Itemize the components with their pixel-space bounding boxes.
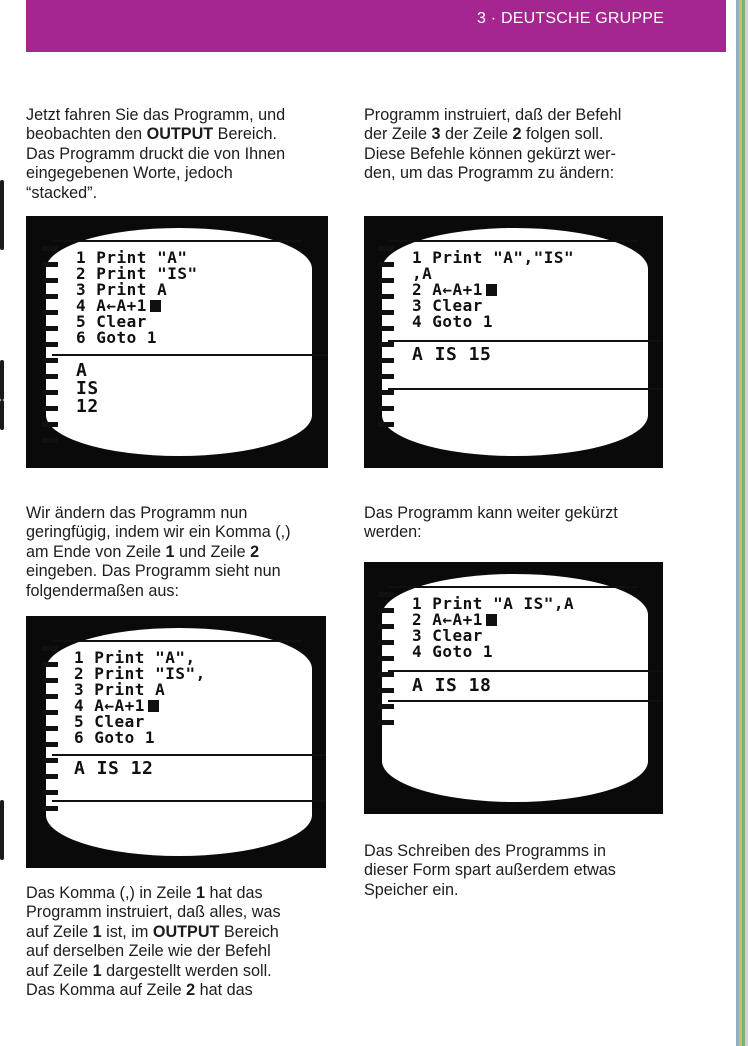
program-listing: 1 Print "A", 2 Print "IS", 3 Print A 4 A←A+1 5 Clear 6 Goto 1	[74, 648, 206, 747]
paragraph-change-program: Wir ändern das Programm nun geringfügig, indem wir ein Komma (,) am Ende von Zeile 1 und Zeile 2 eingeben. Das Programm sieht nun folgendermaßen aus:	[26, 504, 291, 600]
output-area: A IS 18	[412, 675, 492, 696]
screen-program-short	[364, 562, 663, 814]
program-listing: 1 Print "A","IS" ,A 2 A←A+1 3 Clear 4 Goto 1	[412, 248, 575, 331]
screen-program-stacked	[26, 216, 328, 468]
page-edge-stripes	[736, 0, 748, 1046]
binding-mark	[0, 180, 4, 250]
binding-mark	[0, 800, 4, 860]
paragraph-shorten-further: Das Programm kann weiter gekürzt werden:	[364, 504, 618, 542]
page-header-title: 3 · DEUTSCHE GRUPPE	[477, 10, 664, 27]
cursor-block	[148, 700, 159, 712]
cursor-block	[150, 300, 161, 312]
paragraph-program-instructed: Programm instruiert, daß der Befehl der Zeile 3 der Zeile 2 folgen soll. Diese Befehle können gekürzt wer- den, um das Programm zu ändern:	[364, 106, 622, 183]
program-listing: 1 Print "A" 2 Print "IS" 3 Print A 4 A←A+1 5 Clear 6 Goto 1	[76, 248, 198, 347]
output-area: A IS 12	[76, 360, 99, 417]
screen-program-comma	[364, 216, 663, 468]
screen-margin-ticks	[42, 646, 58, 846]
paragraph-run-program: Jetzt fahren Sie das Programm, und beobachten den OUTPUT Bereich. Das Programm druckt die von Ihnen eingegebenen Worte, jedoch “stacked”.	[26, 106, 286, 202]
paragraph-saves-memory: Das Schreiben des Programms in dieser Form spart außerdem etwas Speicher ein.	[364, 842, 616, 899]
paragraph-comma-explanation: Das Komma (,) in Zeile 1 hat das Programm instruiert, daß alles, was auf Zeile 1 ist, im OUTPUT Bereich auf derselben Zeile wie der Befehl auf Zeile 1 dargestellt werden soll. Das Komma auf Zeile 2 hat das	[26, 884, 281, 1000]
header-bar	[26, 0, 726, 52]
binding-mark	[0, 400, 4, 430]
binding-mark	[0, 360, 4, 400]
cursor-block	[486, 284, 497, 296]
output-area: A IS 15	[412, 344, 492, 365]
screen-margin-ticks	[42, 246, 58, 446]
cursor-block	[486, 614, 497, 626]
output-area: A IS 12	[74, 758, 154, 779]
screen-margin-ticks	[378, 592, 394, 792]
program-listing: 1 Print "A IS",A 2 A←A+1 3 Clear 4 Goto 1	[412, 594, 575, 661]
screen-margin-ticks	[378, 246, 394, 446]
screen-program-commas	[26, 616, 326, 868]
